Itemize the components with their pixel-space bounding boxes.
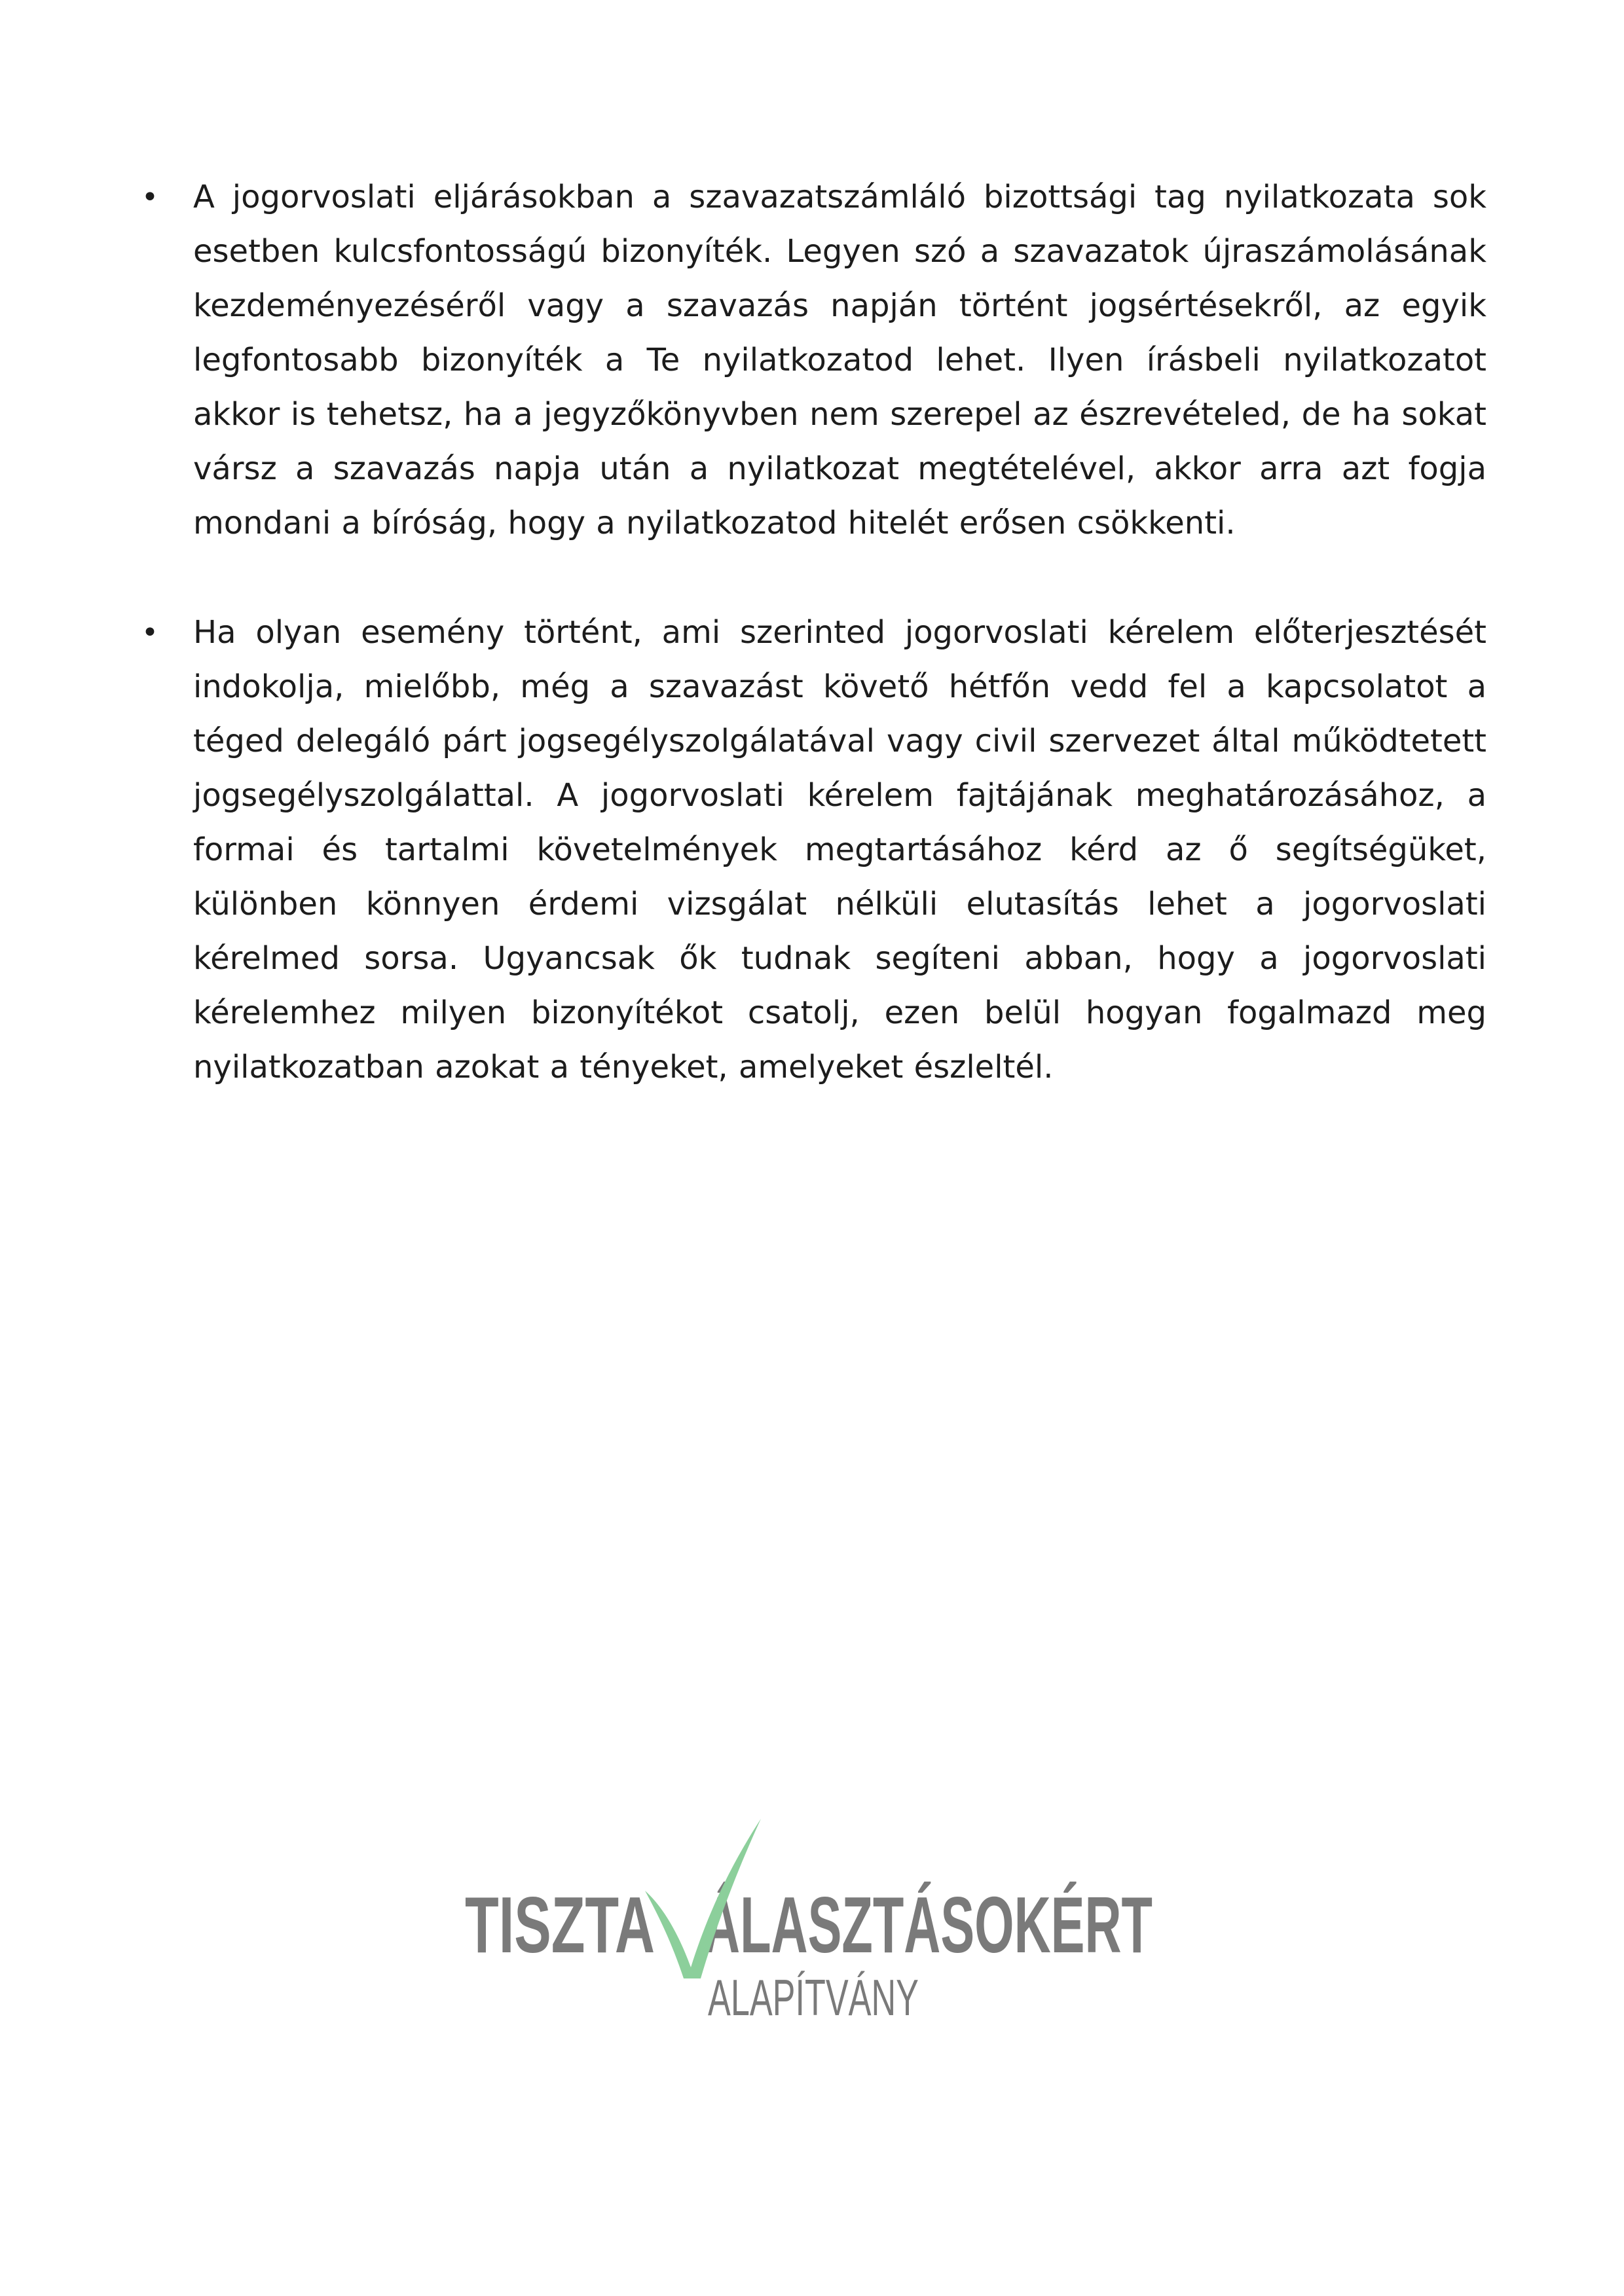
paragraph-text: A jogorvoslati eljárásokban a szavazatszámláló bizottsági tag nyilatkozata sok esetben kulcsfontosságú bizonyíték. Legyen szó a szavazatok újraszámolásának kezdeményezéséről vagy a szavazás napján történt jogsértésekről, az egyik legfontosabb bizonyíték a Te nyilatkozatod lehet. Ilyen írásbeli nyilatkozatot akkor is tehetsz, ha a jegyzőkönyvben nem szerepel az észrevételed, de ha sokat vársz a szavazás napja után a nyilatkozat megtételével, akkor arra azt fogja mondani a bíróság, hogy a nyilatkozatod hitelét erősen csökkenti.: [193, 179, 1486, 541]
logo-graphic: [0, 1807, 1624, 2043]
list-item: [138, 606, 1486, 1095]
logo-word-valasztasokert: ÁLASZTÁSOKÉRT: [703, 1880, 1153, 1969]
bullet-marker: •: [141, 181, 158, 214]
bullet-marker: •: [141, 616, 158, 649]
paragraph-text: Ha olyan esemény történt, ami szerinted jogorvoslati kérelem előterjesztését indokolja, mielőbb, még a szavazást követő hétfőn vedd fel a kapcsolatot a téged delegáló párt jogsegélyszolgálatával vagy civil szervezet által működtetett jogsegélyszolgálattal. A jogorvoslati kérelem fajtájának meghatározásához, a formai és tartalmi követelmények megtartásához kérd az ő segítségüket, különben könnyen érdemi vizsgálat nélküli elutasítás lehet a jogorvoslati kérelmed sorsa. Ugyancsak ők tudnak segíteni abban, hogy a jogorvoslati kérelemhez milyen bizonyítékot csatolj, ezen belül hogyan fogalmazd meg nyilatkozatban azokat a tényeket, amelyeket észleltél.: [193, 614, 1486, 1085]
list-item: [138, 170, 1486, 551]
main-content: [138, 170, 1486, 1150]
logo-word-tiszta: TISZTA: [465, 1880, 655, 1969]
foundation-logo: [0, 1807, 1624, 2043]
logo-subtitle: ALAPÍTVÁNY: [708, 1969, 919, 2026]
